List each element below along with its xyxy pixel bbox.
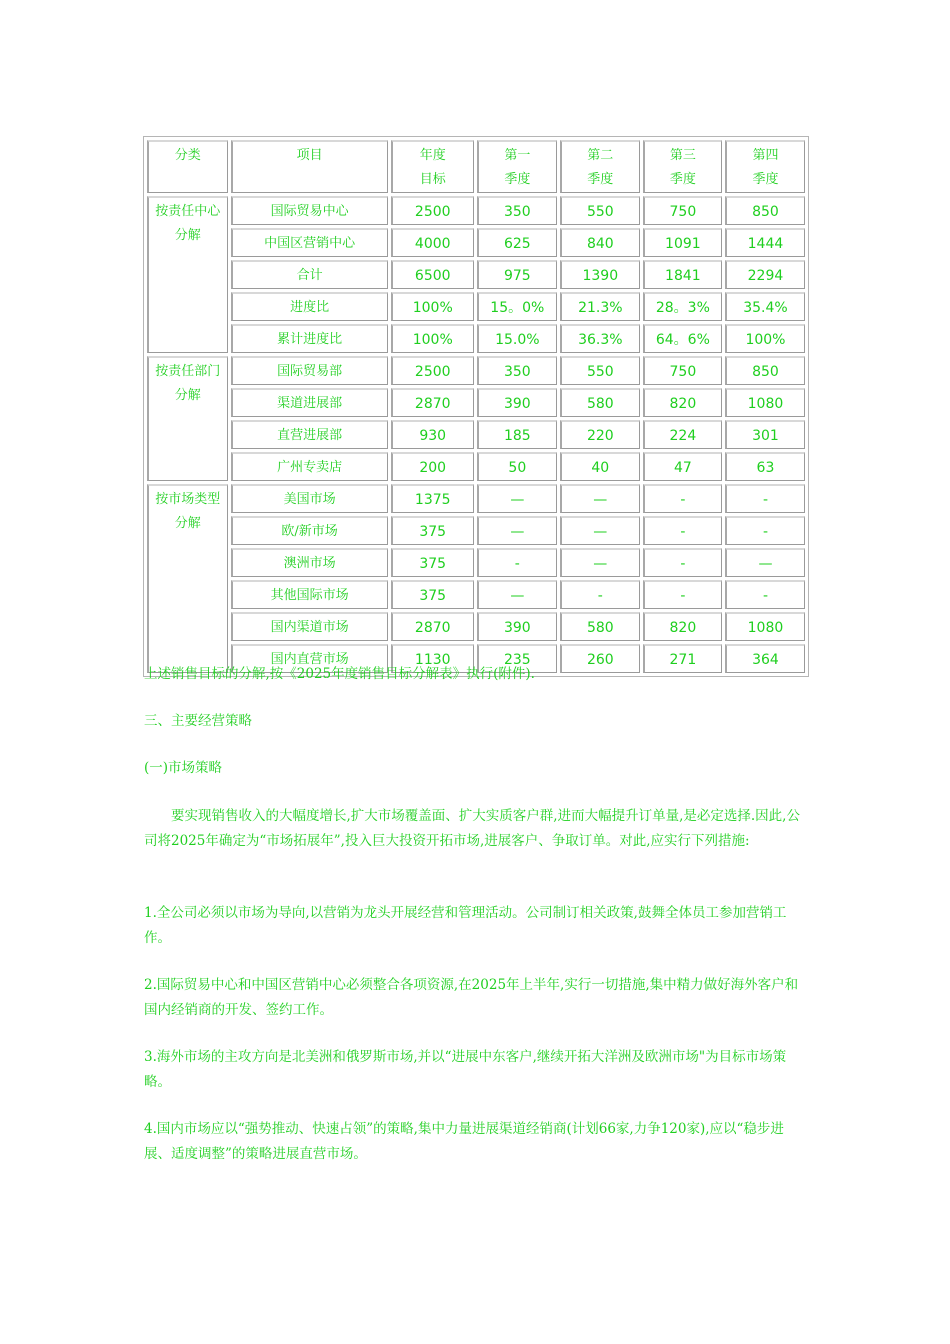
value-cell: 235: [477, 644, 557, 673]
item-cell: 国内直营市场: [231, 644, 388, 673]
value-cell: 375: [391, 548, 474, 577]
value-cell: 850: [725, 196, 805, 225]
item-cell: 进度比: [231, 292, 388, 321]
value-cell: 15。0%: [477, 292, 557, 321]
value-cell: 840: [560, 228, 640, 257]
value-cell: 820: [643, 388, 722, 417]
value-cell: 2294: [725, 260, 805, 289]
category-cell: 按市场类型 分解: [147, 484, 228, 673]
table-header-row: [147, 140, 805, 193]
measure-item-2: 2.国际贸易中心和中国区营销中心必须整合各项资源,在2025年上半年,实行一切措施,集中精力做好海外客户和国内经销商的开发、签约工作。: [144, 977, 799, 1018]
value-cell: 2870: [391, 612, 474, 641]
value-cell: 100%: [391, 324, 474, 353]
item-cell: 广州专卖店: [231, 452, 388, 481]
table-row: [147, 580, 805, 609]
value-cell: 35.4%: [725, 292, 805, 321]
value-cell: -: [560, 580, 640, 609]
value-cell: 36.3%: [560, 324, 640, 353]
value-cell: 47: [643, 452, 722, 481]
table-row: [147, 388, 805, 417]
value-cell: —: [477, 580, 557, 609]
value-cell: 2500: [391, 356, 474, 385]
table-row: [147, 452, 805, 481]
value-cell: 750: [643, 356, 722, 385]
table-row: [147, 612, 805, 641]
value-cell: —: [725, 548, 805, 577]
value-cell: 2870: [391, 388, 474, 417]
value-cell: 1841: [643, 260, 722, 289]
item-cell: 澳洲市场: [231, 548, 388, 577]
value-cell: 28。3%: [643, 292, 722, 321]
measure-item-3: 3.海外市场的主攻方向是北美洲和俄罗斯市场,并以“进展中东客户,继续开拓大洋洲及欧洲市场"为目标市场策略。: [144, 1049, 787, 1090]
value-cell: 550: [560, 196, 640, 225]
value-cell: 1091: [643, 228, 722, 257]
item-cell: 欧/新市场: [231, 516, 388, 545]
value-cell: 301: [725, 420, 805, 449]
value-cell: 750: [643, 196, 722, 225]
value-cell: 100%: [725, 324, 805, 353]
value-cell: 1080: [725, 612, 805, 641]
column-header: 第二 季度: [560, 140, 640, 193]
table-row: [147, 228, 805, 257]
value-cell: 364: [725, 644, 805, 673]
value-cell: -: [725, 484, 805, 513]
table-row: [147, 420, 805, 449]
item-cell: 其他国际市场: [231, 580, 388, 609]
value-cell: 6500: [391, 260, 474, 289]
measure-item-1: 1.全公司必须以市场为导向,以营销为龙头开展经营和管理活动。公司制订相关政策,鼓舞全体员工参加营销工作。: [144, 905, 787, 946]
item-cell: 国际贸易中心: [231, 196, 388, 225]
table-row: [147, 548, 805, 577]
value-cell: 271: [643, 644, 722, 673]
value-cell: 975: [477, 260, 557, 289]
value-cell: 350: [477, 196, 557, 225]
item-cell: 累计进度比: [231, 324, 388, 353]
table-row: [147, 292, 805, 321]
table-row: [147, 260, 805, 289]
value-cell: —: [560, 548, 640, 577]
value-cell: 390: [477, 612, 557, 641]
value-cell: 930: [391, 420, 474, 449]
value-cell: 625: [477, 228, 557, 257]
value-cell: 1080: [725, 388, 805, 417]
column-header: 第四 季度: [725, 140, 805, 193]
value-cell: 200: [391, 452, 474, 481]
value-cell: 4000: [391, 228, 474, 257]
value-cell: 550: [560, 356, 640, 385]
category-cell: 按责任中心 分解: [147, 196, 228, 353]
table-row: [147, 356, 805, 385]
column-header: 分类: [147, 140, 228, 193]
value-cell: 15.0%: [477, 324, 557, 353]
value-cell: —: [477, 516, 557, 545]
value-cell: —: [560, 484, 640, 513]
value-cell: 375: [391, 516, 474, 545]
column-header: 第三 季度: [643, 140, 722, 193]
value-cell: —: [560, 516, 640, 545]
table-row: [147, 324, 805, 353]
item-cell: 国际贸易部: [231, 356, 388, 385]
value-cell: 350: [477, 356, 557, 385]
value-cell: —: [477, 484, 557, 513]
value-cell: 224: [643, 420, 722, 449]
value-cell: 21.3%: [560, 292, 640, 321]
value-cell: 40: [560, 452, 640, 481]
value-cell: 850: [725, 356, 805, 385]
value-cell: 220: [560, 420, 640, 449]
intro-paragraph: 要实现销售收入的大幅度增长,扩大市场覆盖面、扩大实质客户群,进而大幅提升订单量,是必定选择.因此,公司将2025年确定为“市场拓展年”,投入巨大投资开拓市场,进展客户、争取订单。对此,应实行下列措施:: [144, 808, 800, 849]
value-cell: 50: [477, 452, 557, 481]
item-cell: 美国市场: [231, 484, 388, 513]
value-cell: 580: [560, 388, 640, 417]
value-cell: 185: [477, 420, 557, 449]
value-cell: 1130: [391, 644, 474, 673]
value-cell: -: [643, 548, 722, 577]
value-cell: -: [643, 580, 722, 609]
value-cell: 2500: [391, 196, 474, 225]
value-cell: 1390: [560, 260, 640, 289]
value-cell: -: [725, 580, 805, 609]
column-header: 年度 目标: [391, 140, 474, 193]
table-row: [147, 484, 805, 513]
table-row: [147, 516, 805, 545]
column-header: 项目: [231, 140, 388, 193]
value-cell: 1375: [391, 484, 474, 513]
sales-target-table: [143, 136, 809, 677]
item-cell: 合计: [231, 260, 388, 289]
value-cell: 390: [477, 388, 557, 417]
value-cell: 375: [391, 580, 474, 609]
item-cell: 直营进展部: [231, 420, 388, 449]
item-cell: 渠道进展部: [231, 388, 388, 417]
measure-item-4: 4.国内市场应以“强势推动、快速占领”的策略,集中力量进展渠道经销商(计划66家,力争120家),应以“稳步进展、适度调整”的策略进展直营市场。: [144, 1121, 784, 1162]
value-cell: 64。6%: [643, 324, 722, 353]
column-header: 第一 季度: [477, 140, 557, 193]
subsection-heading: (一)市场策略: [144, 760, 223, 776]
value-cell: 100%: [391, 292, 474, 321]
item-cell: 中国区营销中心: [231, 228, 388, 257]
table-row: [147, 196, 805, 225]
value-cell: 580: [560, 612, 640, 641]
value-cell: -: [643, 516, 722, 545]
value-cell: -: [643, 484, 722, 513]
item-cell: 国内渠道市场: [231, 612, 388, 641]
category-cell: 按责任部门 分解: [147, 356, 228, 481]
value-cell: 1444: [725, 228, 805, 257]
table-note: 上述销售目标的分解,按《2025年度销售目标分解表》执行(附件).: [144, 666, 535, 682]
value-cell: 260: [560, 644, 640, 673]
section-heading: 三、主要经营策略: [144, 713, 252, 729]
value-cell: 820: [643, 612, 722, 641]
value-cell: -: [725, 516, 805, 545]
value-cell: 63: [725, 452, 805, 481]
value-cell: -: [477, 548, 557, 577]
